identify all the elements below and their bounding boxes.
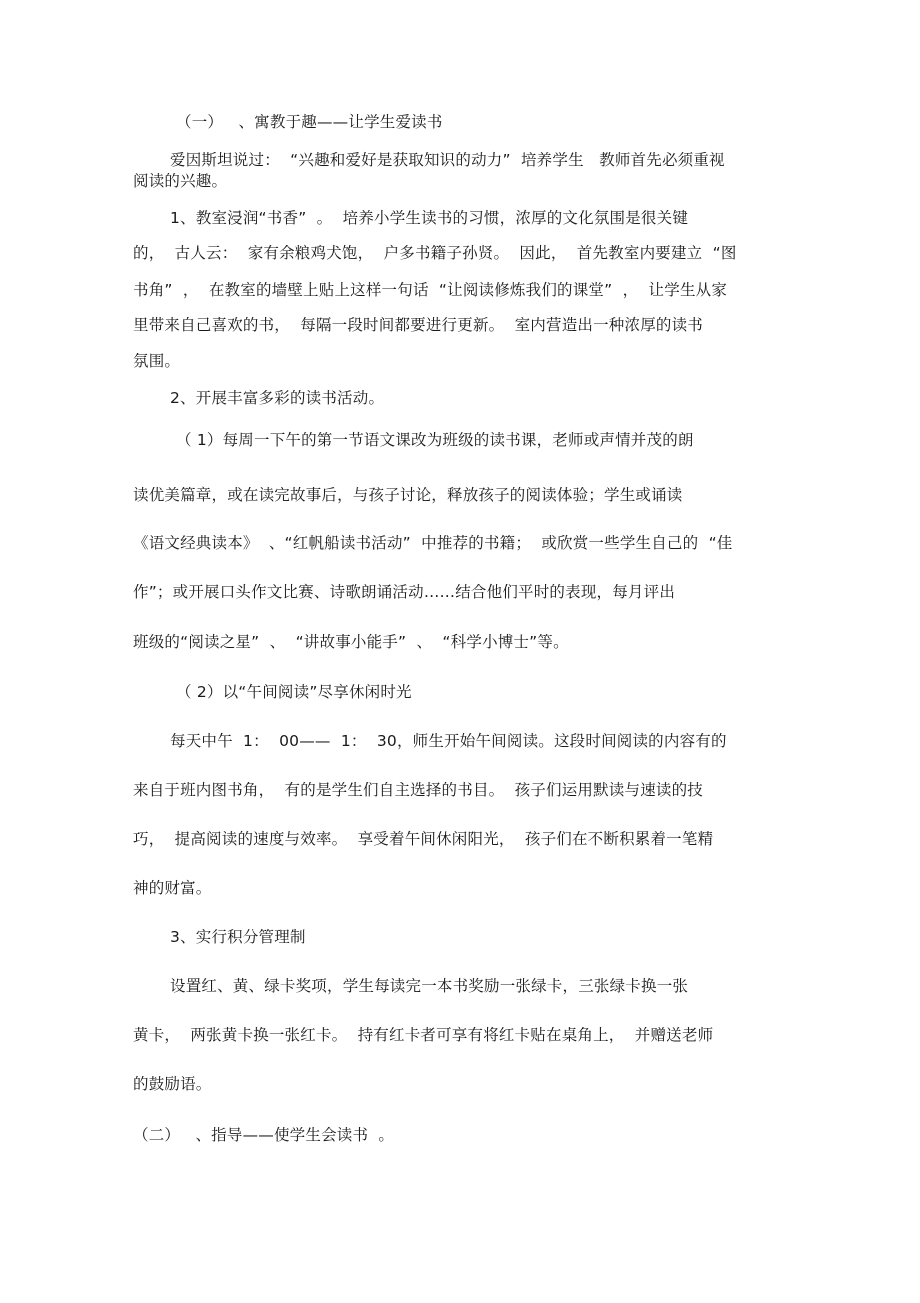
- paragraph-line: 的鼓励语。: [133, 1075, 212, 1093]
- item-heading-2: （ 2）以“午间阅读”尽享休闲时光: [176, 683, 412, 701]
- paragraph-line: 神的财富。: [133, 879, 212, 897]
- paragraph-line: 《语文经典读本》 、“红帆船读书活动” 中推荐的书籍； 或欣赏一些学生自己的 “佳: [133, 534, 733, 552]
- section-one-heading: （一） 、寓教于趣——让学生爱读书: [176, 113, 443, 131]
- paragraph-line: 书角” ， 在教室的墙壁上贴上这样一句话 “让阅读修炼我们的课堂” ， 让学生从家: [133, 281, 728, 299]
- paragraph-line: 巧， 提高阅读的速度与效率。 享受着午间休闲阳光， 孩子们在不断积累着一笔精: [133, 830, 714, 848]
- subheading-2: 2、开展丰富多彩的读书活动。: [170, 389, 385, 407]
- paragraph-line: 班级的“阅读之星” 、 “讲故事小能手” 、 “科学小博士”等。: [133, 633, 569, 651]
- paragraph-line: 阅读的兴趣。: [133, 172, 228, 190]
- paragraph-line: 爱因斯坦说过： “兴趣和爱好是获取知识的动力” 培养学生 教师首先必须重视: [170, 151, 725, 169]
- paragraph-line: 里带来自己喜欢的书， 每隔一段时间都要进行更新。 室内营造出一种浓厚的读书: [133, 316, 704, 334]
- subheading-1: 1、教室浸润“书香” 。 培养小学生读书的习惯，浓厚的文化氛围是很关键: [170, 209, 689, 227]
- paragraph-line: 来自于班内图书角， 有的是学生们自主选择的书目。 孩子们运用默读与速读的技: [133, 781, 704, 799]
- section-two-heading: （二） 、指导——使学生会读书 。: [133, 1126, 395, 1144]
- subheading-3: 3、实行积分管理制: [170, 928, 306, 946]
- paragraph-line: 读优美篇章，或在读完故事后，与孩子讨论，释放孩子的阅读体验；学生或诵读: [133, 486, 683, 504]
- paragraph-line: 设置红、黄、绿卡奖项，学生每读完一本书奖励一张绿卡，三张绿卡换一张: [170, 977, 689, 995]
- paragraph-line: 氛围。: [133, 352, 181, 370]
- paragraph-line: 黄卡， 两张黄卡换一张红卡。 持有红卡者可享有将红卡贴在桌角上， 并赠送老师: [133, 1026, 714, 1044]
- paragraph-line: 每天中午 1： 00—— 1： 30，师生开始午间阅读。这段时间阅读的内容有的: [170, 732, 727, 750]
- paragraph-line: 作”；或开展口头作文比赛、诗歌朗诵活动……结合他们平时的表现，每月评出: [133, 583, 676, 601]
- paragraph-line: 的， 古人云： 家有余粮鸡犬饱， 户多书籍子孙贤。 因此， 首先教室内要建立 “图: [133, 244, 737, 262]
- item-heading-1: （ 1）每周一下午的第一节语文课改为班级的读书课，老师或声情并茂的朗: [176, 431, 694, 449]
